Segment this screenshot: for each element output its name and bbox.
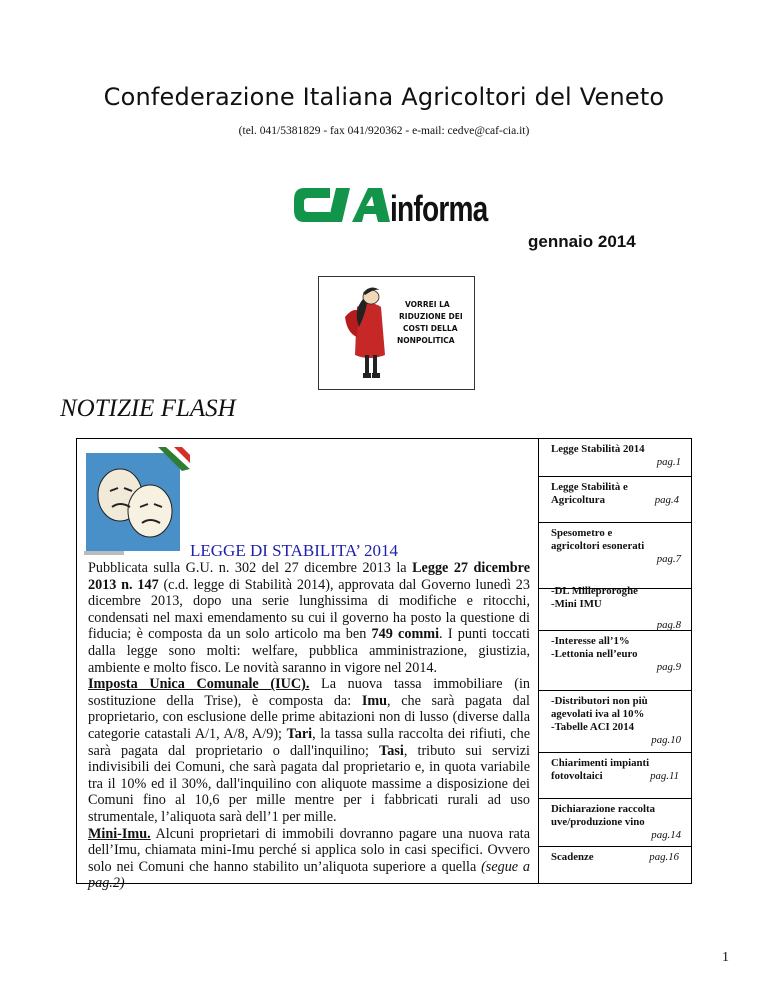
toc-item[interactable]: Spesometro e agricoltori esonerati pag.7 (539, 523, 691, 589)
table-of-contents (538, 438, 692, 884)
cartoon-speech-2: RIDUZIONE DEI (399, 312, 463, 321)
section-title: NOTIZIE FLASH (60, 395, 236, 422)
cartoon-illustration (318, 276, 475, 390)
cartoon-speech-4: NONPOLITICA (397, 336, 455, 345)
toc-item-title: Scadenze (551, 851, 594, 863)
theatre-masks-illustration (82, 445, 192, 557)
article-paragraph: Pubblicata sulla G.U. n. 302 del 27 dicembre 2013 la Legge 27 dicembre 2013 n. 147 (c.d. legge di Stabilità 2014), approvata dal Governo lunedì 23 dicembre 2013, dopo una serie lunghissima di modifiche e ritocchi, condensati nel maxi emendamento su cui il governo ha posto la questione di fiducia; è composta da un solo articolo ma ben 749 commi. I punti toccati dalla legge sono molti: welfare, pubblica amministrazione, giustizia, ambiente e molto fisco. Le novità saranno in vigore nel 2014. (88, 560, 530, 676)
toc-spacer (539, 884, 691, 888)
article-paragraph: Imposta Unica Comunale (IUC). La nuova tassa immobiliare (in sostituzione della Trise), è composta da: Imu, che sarà pagata dal proprietario, con esclusione delle prime abitazioni non di lusso (diverse dalla categorie catastali A/1, A/8, A/9); Tari, la tassa sulla raccolta dei rifiuti, che sarà pagata dal proprietario o dall'inquilino; Tasi, tributo sui servizi indivisibili dei Comuni, che sarà pagata dal proprietario e, in quota variabile tra il 10% ed il 30%, dall'inquilino con aliquote massime a disposizione dei Comuni fino al 10,6 per mille mentre per i fabbricati rurali ad uso strumentale, l’aliquota sarà dell’1 per mille. (88, 676, 530, 825)
article-body (88, 560, 530, 892)
toc-item[interactable]: Dichiarazione raccolta uve/produzione vino pag.14 (539, 799, 691, 847)
organization-title: Confederazione Italiana Agricoltori del Veneto (103, 83, 665, 111)
toc-item[interactable]: Chiarimenti impianti fotovoltaici pag.11 (539, 753, 691, 799)
toc-item-page: pag.16 (649, 851, 679, 863)
cartoon-speech-1: VORREI LA (405, 300, 450, 309)
logo-word: informa (390, 188, 488, 229)
toc-item[interactable]: Legge Stabilità e Agricoltura pag.4 (539, 477, 691, 523)
page-number: 1 (722, 950, 729, 965)
cartoon-speech-3: COSTI DELLA (403, 324, 458, 333)
contact-info: (tel. 041/5381829 - fax 041/920362 - e-mail: cedve@caf-cia.it) (238, 125, 530, 137)
toc-item[interactable]: Legge Stabilità 2014 pag.1 (539, 439, 691, 477)
toc-item[interactable]: -DL Milleproroghe -Mini IMU pag.8 (539, 581, 691, 631)
toc-item[interactable]: -Distributori non più agevolati iva al 10% -Tabelle ACI 2014 pag.10 (539, 691, 691, 753)
article-title: LEGGE DI STABILITA’ 2014 (190, 541, 399, 560)
issue-date: gennaio 2014 (528, 232, 636, 251)
continue-link[interactable]: (segue a pag.2) (88, 858, 530, 892)
toc-item[interactable] (539, 847, 691, 883)
article-paragraph: Mini-Imu. Alcuni proprietari di immobili dovranno pagare una nuova rata dell’Imu, chiamata mini-Imu perché si applica solo in casi specifici. Ovvero solo nei Comuni che hanno stabilito un’aliquota superiore a quella (segue a pag.2) (88, 825, 530, 892)
toc-item[interactable]: -Interesse all’1% -Lettonia nell’euro pag.9 (539, 631, 691, 691)
